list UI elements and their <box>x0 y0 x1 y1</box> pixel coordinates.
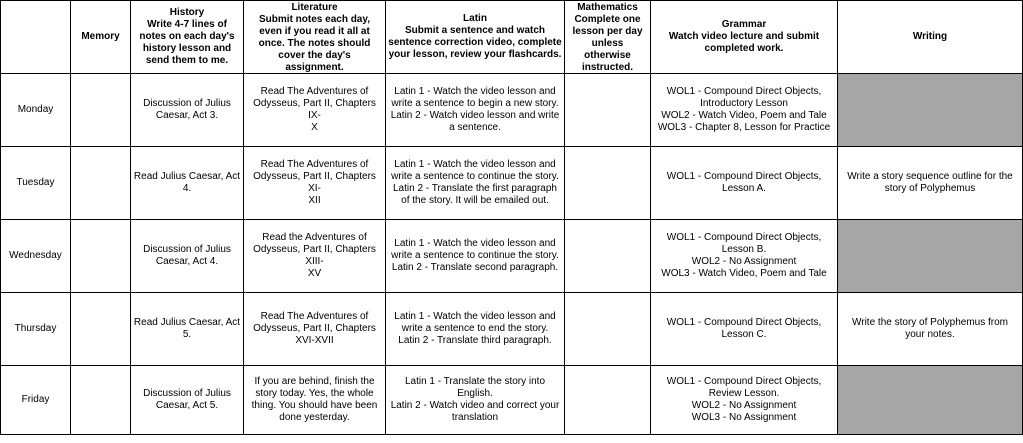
history-cell[interactable]: Read Julius Caesar, Act 5. <box>131 293 244 366</box>
latin-cell[interactable]: Latin 1 - Watch the video lesson and write a sentence to begin a new story. Latin 2 - Watch video lesson and write a sentence. <box>386 74 565 147</box>
header-literature[interactable]: Literature Submit notes each day, even if you read it all at once. The notes should cover the day's assignment. <box>244 1 386 74</box>
history-cell[interactable]: Discussion of Julius Caesar, Act 4. <box>131 220 244 293</box>
memory-cell[interactable] <box>71 293 131 366</box>
day-cell[interactable]: Monday <box>1 74 71 147</box>
table-row <box>1 366 1023 435</box>
grammar-cell[interactable]: WOL1 - Compound Direct Objects, Review Lesson. WOL2 - No Assignment WOL3 - No Assignment <box>651 366 838 435</box>
memory-cell[interactable] <box>71 147 131 220</box>
grammar-cell[interactable]: WOL1 - Compound Direct Objects, Introductory Lesson WOL2 - Watch Video, Poem and Tale WOL3 - Chapter 8, Lesson for Practice <box>651 74 838 147</box>
history-cell[interactable]: Discussion of Julius Caesar, Act 3. <box>131 74 244 147</box>
history-cell[interactable]: Discussion of Julius Caesar, Act 5. <box>131 366 244 435</box>
table-row <box>1 74 1023 147</box>
literature-cell[interactable]: Read the Adventures of Odysseus, Part II, Chapters XIII- XV <box>244 220 386 293</box>
memory-cell[interactable] <box>71 220 131 293</box>
literature-cell[interactable]: If you are behind, finish the story today. Yes, the whole thing. You should have been done yesterday. <box>244 366 386 435</box>
day-cell[interactable]: Friday <box>1 366 71 435</box>
writing-cell[interactable] <box>838 220 1023 293</box>
table-row <box>1 220 1023 293</box>
day-cell[interactable]: Tuesday <box>1 147 71 220</box>
table-row <box>1 147 1023 220</box>
corner-cell[interactable] <box>1 1 71 74</box>
mathematics-cell[interactable] <box>565 147 651 220</box>
latin-cell[interactable]: Latin 1 - Watch the video lesson and write a sentence to continue the story. Latin 2 - Translate the first paragraph of the story. It will be emailed out. <box>386 147 565 220</box>
latin-cell[interactable]: Latin 1 - Watch the video lesson and write a sentence to continue the story. Latin 2 - Translate second paragraph. <box>386 220 565 293</box>
mathematics-cell[interactable] <box>565 74 651 147</box>
literature-cell[interactable]: Read The Adventures of Odysseus, Part II, Chapters XI- XII <box>244 147 386 220</box>
memory-cell[interactable] <box>71 366 131 435</box>
header-mathematics[interactable]: Mathematics Complete one lesson per day unless otherwise instructed. <box>565 1 651 74</box>
memory-cell[interactable] <box>71 74 131 147</box>
header-writing[interactable]: Writing <box>838 1 1023 74</box>
day-cell[interactable]: Thursday <box>1 293 71 366</box>
header-row <box>1 1 1023 74</box>
literature-cell[interactable]: Read The Adventures of Odysseus, Part II, Chapters XVI-XVII <box>244 293 386 366</box>
latin-cell[interactable]: Latin 1 - Translate the story into English. Latin 2 - Watch video and correct your translation <box>386 366 565 435</box>
table-row <box>1 293 1023 366</box>
writing-cell[interactable] <box>838 74 1023 147</box>
latin-cell[interactable]: Latin 1 - Watch the video lesson and write a sentence to end the story. Latin 2 - Translate third paragraph. <box>386 293 565 366</box>
day-cell[interactable]: Wednesday <box>1 220 71 293</box>
grammar-cell[interactable]: WOL1 - Compound Direct Objects, Lesson A. <box>651 147 838 220</box>
header-history[interactable]: History Write 4-7 lines of notes on each day's history lesson and send them to me. <box>131 1 244 74</box>
header-memory[interactable]: Memory <box>71 1 131 74</box>
literature-cell[interactable]: Read The Adventures of Odysseus, Part II, Chapters IX- X <box>244 74 386 147</box>
grammar-cell[interactable]: WOL1 - Compound Direct Objects, Lesson B. WOL2 - No Assignment WOL3 - Watch Video, Poem and Tale <box>651 220 838 293</box>
grammar-cell[interactable]: WOL1 - Compound Direct Objects, Lesson C. <box>651 293 838 366</box>
mathematics-cell[interactable] <box>565 293 651 366</box>
writing-cell[interactable]: Write a story sequence outline for the story of Polyphemus <box>838 147 1023 220</box>
mathematics-cell[interactable] <box>565 220 651 293</box>
header-latin[interactable]: Latin Submit a sentence and watch sentence correction video, complete your lesson, review your flashcards. <box>386 1 565 74</box>
writing-cell[interactable] <box>838 366 1023 435</box>
header-grammar[interactable]: Grammar Watch video lecture and submit completed work. <box>651 1 838 74</box>
mathematics-cell[interactable] <box>565 366 651 435</box>
writing-cell[interactable]: Write the story of Polyphemus from your notes. <box>838 293 1023 366</box>
history-cell[interactable]: Read Julius Caesar, Act 4. <box>131 147 244 220</box>
